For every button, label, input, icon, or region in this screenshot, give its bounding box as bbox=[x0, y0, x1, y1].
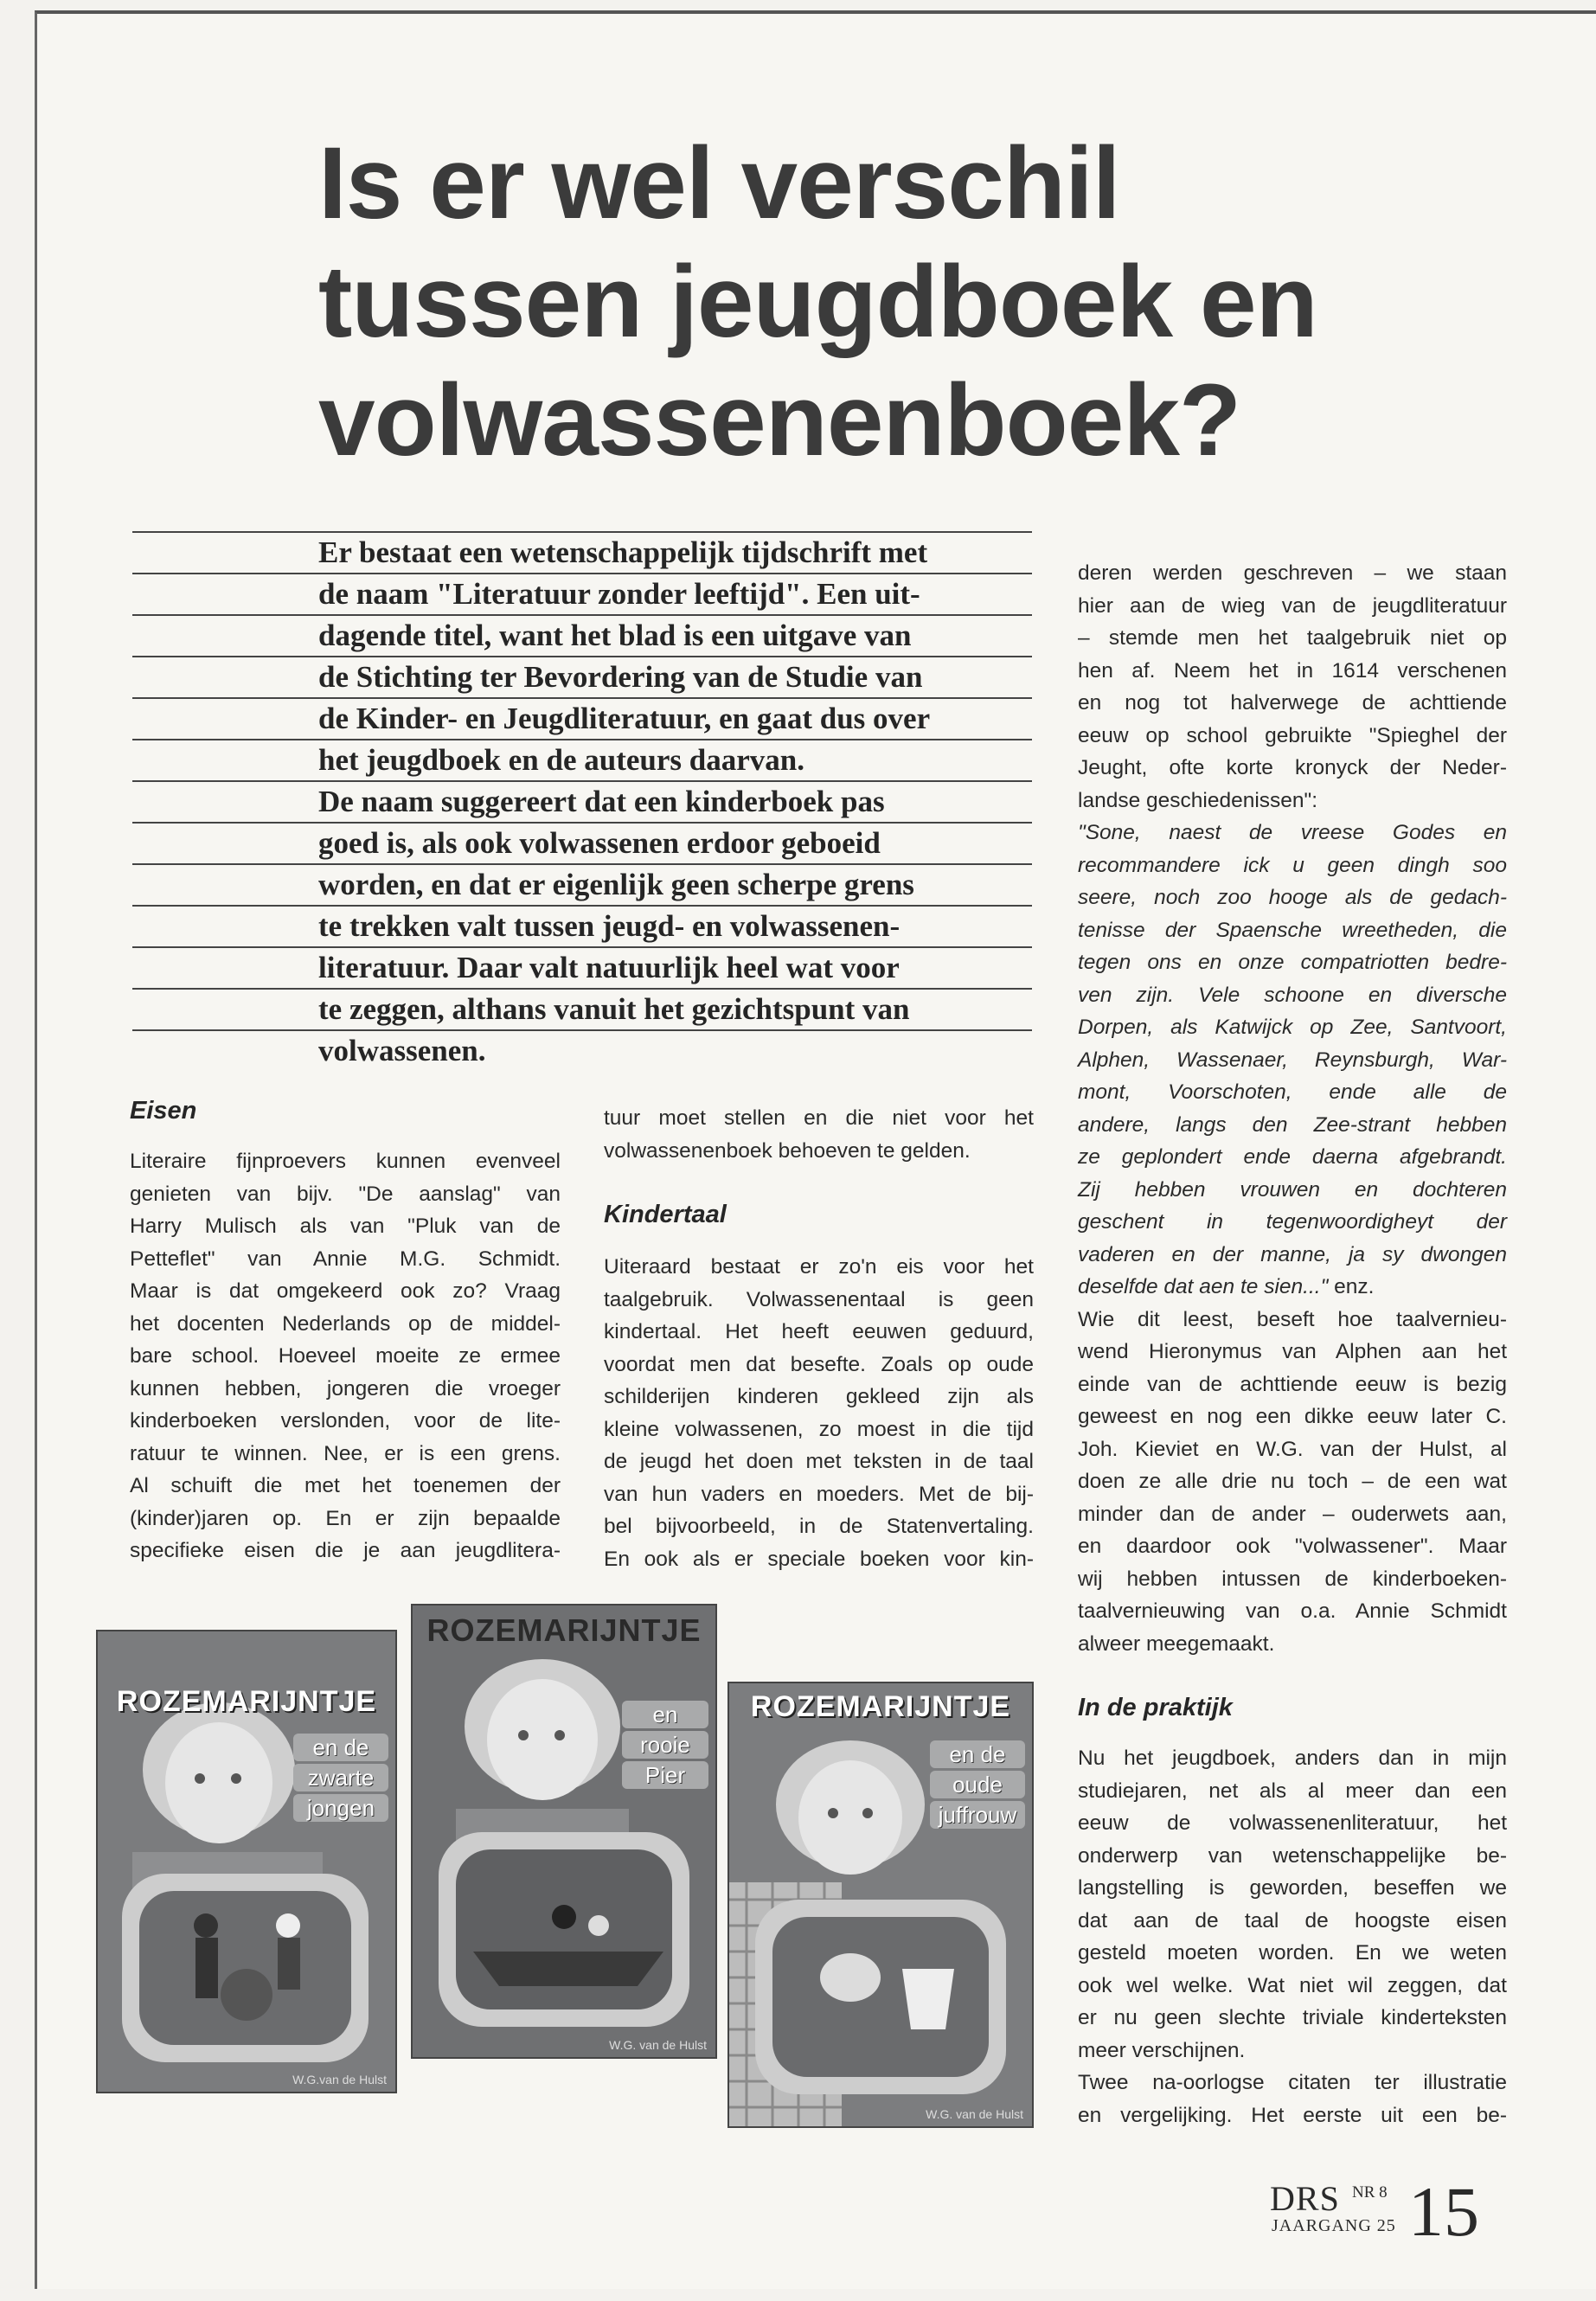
column-3-practice bbox=[1078, 1742, 1507, 2131]
column-2-body bbox=[604, 1251, 1034, 1575]
text-line: landse geschiedenissen": bbox=[1078, 788, 1318, 812]
text-line: meer verschijnen. bbox=[1078, 2038, 1246, 2062]
magazine-page bbox=[35, 10, 1596, 2289]
column-1-body bbox=[130, 1145, 561, 1567]
text-line: studiejaren, net als al meer dan een bbox=[1078, 1779, 1507, 1803]
book-cover-2 bbox=[411, 1604, 717, 2059]
text-line: bel bijvoorbeeld, in de Statenvertaling. bbox=[604, 1515, 1034, 1538]
title-line: Is er wel verschil bbox=[318, 126, 1120, 240]
text-line: Jeught, ofte korte kronyck der Neder- bbox=[1078, 756, 1507, 779]
volume-label: JAARGANG 25 bbox=[1272, 2216, 1396, 2235]
intro-line: de naam "Literatuur zonder leeftijd". Een uit- bbox=[132, 573, 1032, 614]
section-heading-kindertaal: Kindertaal bbox=[604, 1201, 727, 1228]
text-line: ratuur te winnen. Nee, er is een grens. bbox=[130, 1441, 561, 1465]
intro-lead bbox=[132, 531, 1032, 1071]
cover-illustration bbox=[413, 1606, 715, 2057]
text-line: Joh. Kieviet en W.G. van der Hulst, al bbox=[1078, 1437, 1507, 1461]
text-line: Literaire fijnproevers kunnen evenveel bbox=[130, 1150, 561, 1173]
text-line: wij hebben intussen de kinderboeken- bbox=[1078, 1567, 1507, 1591]
section-heading-eisen: Eisen bbox=[130, 1097, 197, 1125]
text-line: – stemde men het taalgebruik niet op bbox=[1078, 626, 1507, 650]
intro-line: De naam suggereert dat een kinderboek pas bbox=[132, 780, 1032, 822]
intro-line: de Stichting ter Bevordering van de Studie van bbox=[132, 656, 1032, 697]
text-line: schilderijen kinderen gekleed zijn als bbox=[604, 1385, 1034, 1408]
text-line: doen ze alle drie nu toch – de een wat bbox=[1078, 1470, 1507, 1493]
text-line: de jeugd het doen met teksten in de taal bbox=[604, 1450, 1034, 1473]
text-line: bare school. Hoeveel moeite ze ermee bbox=[130, 1344, 561, 1368]
intro-line: worden, en dat er eigenlijk geen scherpe grens bbox=[132, 863, 1032, 905]
column-3 bbox=[1078, 557, 1507, 2131]
text-line: geweest en nog een dikke eeuw later C. bbox=[1078, 1405, 1507, 1428]
text-line: geschent in tegenwoordigheyt der bbox=[1078, 1210, 1507, 1234]
text-line: andere, langs den Zee-strant hebben bbox=[1078, 1112, 1507, 1137]
cover-subtitle: en rooie Pier bbox=[622, 1701, 708, 1791]
book-cover-1 bbox=[96, 1630, 397, 2093]
text-line: hen af. Neem het in 1614 verschenen bbox=[1078, 658, 1507, 683]
spieghel-quote bbox=[1078, 817, 1507, 1271]
page-footer bbox=[1270, 2172, 1529, 2251]
text-line: Twee na-oorlogse citaten ter illustratie bbox=[1078, 2071, 1507, 2094]
text-line: tegen ons en onze compatriotten bedre- bbox=[1078, 951, 1507, 974]
intro-line: literatuur. Daar valt natuurlijk heel wat voor bbox=[132, 946, 1032, 988]
text-line: eeuw de volwassenenliteratuur, het bbox=[1078, 1811, 1507, 1835]
text-line: hier aan de wieg van de jeugdliteratuur bbox=[1078, 593, 1507, 618]
text-line: tenisse der Spaensche wreetheden, die bbox=[1078, 918, 1507, 942]
section-heading-in-de-praktijk: In de praktijk bbox=[1078, 1694, 1233, 1721]
magazine-name: DRS bbox=[1270, 2179, 1340, 2218]
cover-title: ROZEMARIJNTJE bbox=[750, 1690, 1011, 1723]
text-line: kinderboeken verslonden, voor de lite- bbox=[130, 1409, 561, 1433]
text-line: tuur moet stellen en die niet voor het bbox=[604, 1106, 1034, 1130]
column-2-continuation bbox=[604, 1102, 1034, 1167]
text-line: gesteld moeten worden. En we weten bbox=[1078, 1941, 1507, 1965]
text-line: volwassenenboek behoeven te gelden. bbox=[604, 1138, 971, 1163]
text-line: kindertaal. Het heeft eeuwen geduurd, bbox=[604, 1320, 1034, 1343]
text-line: voordat men dat besefte. Zoals op oude bbox=[604, 1352, 1034, 1376]
text-line: recommandere ick u geen dingh soo bbox=[1078, 853, 1507, 877]
text-line: Maar is dat omgekeerd ook zo? Vraag bbox=[130, 1279, 561, 1303]
title-line: volwassenenboek? bbox=[318, 363, 1241, 478]
cover-subtitle: en de oude juffrouw bbox=[930, 1740, 1025, 1831]
intro-line: volwassenen. bbox=[132, 1029, 1032, 1071]
article-title bbox=[318, 125, 1443, 480]
text-line: minder dan de ander – ouderwets aan, bbox=[1078, 1502, 1507, 1526]
title-line: tussen jeugdboek en bbox=[318, 245, 1317, 359]
cover-title: ROZEMARIJNTJE bbox=[426, 1612, 702, 1648]
text-line: Harry Mulisch als van "Pluk van de bbox=[130, 1215, 561, 1238]
text-line: Petteflet" van Annie M.G. Schmidt. bbox=[130, 1247, 561, 1271]
text-line: Zij hebben vrouwen en dochteren bbox=[1078, 1177, 1507, 1202]
text-line: er nu geen slechte triviale kinderteksten bbox=[1078, 2006, 1507, 2029]
text-line: specifieke eisen die je aan jeugdlitera- bbox=[130, 1539, 561, 1562]
intro-line: te trekken valt tussen jeugd- en volwassenen- bbox=[132, 905, 1032, 946]
book-cover-3 bbox=[727, 1682, 1034, 2128]
text-line: Uiteraard bestaat er zo'n eis voor het bbox=[604, 1255, 1034, 1279]
text-line: deren werden geschreven – we staan bbox=[1078, 561, 1507, 585]
text-line: en vergelijking. Het eerste uit een be- bbox=[1078, 2103, 1507, 2127]
intro-line: te zeggen, althans vanuit het gezichtspunt van bbox=[132, 988, 1032, 1029]
issue-number: NR 8 bbox=[1352, 2183, 1388, 2202]
cover-author: W.G. van de Hulst bbox=[609, 2038, 707, 2052]
text-line: seere, noch zoo hooge als de gedach- bbox=[1078, 886, 1507, 909]
text-line: dat aan de taal de hoogste eisen bbox=[1078, 1908, 1507, 1932]
text-line: einde van de achttiende eeuw is bezig bbox=[1078, 1372, 1507, 1396]
text-line: en nog tot halverwege de achttiende bbox=[1078, 691, 1507, 715]
text-line: Alphen, Wassenaer, Reynsburgh, War- bbox=[1078, 1048, 1507, 1072]
column-3-body bbox=[1078, 1304, 1507, 1661]
text-line: Dorpen, als Katwijck op Zee, Santvoort, bbox=[1078, 1016, 1507, 1039]
text-line: onderwerp van wetenschappelijke be- bbox=[1078, 1843, 1507, 1868]
text-line: alweer meegemaakt. bbox=[1078, 1631, 1275, 1656]
text-line: het docenten Nederlands op de middel- bbox=[130, 1311, 561, 1336]
text-line: Al schuift die met het toenemen der bbox=[130, 1474, 561, 1497]
text-line: taalvernieuwing van o.a. Annie Schmidt bbox=[1078, 1599, 1507, 1623]
cover-subtitle: en de zwarte jongen bbox=[293, 1734, 388, 1824]
text-line: wend Hieronymus van Alphen aan het bbox=[1078, 1340, 1507, 1363]
column-2 bbox=[604, 1102, 1034, 1575]
intro-line: de Kinder- en Jeugdliteratuur, en gaat dus over bbox=[132, 697, 1032, 739]
text-line: eeuw op school gebruikte "Spieghel der bbox=[1078, 723, 1507, 747]
intro-line: goed is, als ook volwassenen erdoor geboeid bbox=[132, 822, 1032, 863]
text-line: (kinder)jaren op. En er zijn bepaalde bbox=[130, 1506, 561, 1530]
text-line: En ook als er speciale boeken voor kin- bbox=[604, 1547, 1034, 1571]
column-3-intro bbox=[1078, 557, 1507, 817]
text-line: van hun vaders en moeders. Met de bij- bbox=[604, 1482, 1034, 1506]
text-line: "Sone, naest de vreese Godes en bbox=[1078, 821, 1507, 844]
cover-title: ROZEMARIJNTJE bbox=[116, 1685, 377, 1718]
column-1 bbox=[130, 1093, 561, 1567]
text-line: vaderen en der manne, ja sy dwongen bbox=[1078, 1242, 1507, 1266]
text-line: taalgebruik. Volwassenentaal is geen bbox=[604, 1287, 1034, 1311]
text-line: genieten van bijv. "De aanslag" van bbox=[130, 1182, 561, 1206]
text-line: en daardoor ook "volwassener". Maar bbox=[1078, 1535, 1507, 1558]
intro-line: Er bestaat een wetenschappelijk tijdschrift met bbox=[132, 531, 1032, 573]
text-line: ook wel welke. Wat niet wil zeggen, dat bbox=[1078, 1973, 1507, 1997]
text-line: kunnen hebben, jongeren die vroeger bbox=[130, 1376, 561, 1400]
intro-line: het jeugdboek en de auteurs daarvan. bbox=[132, 739, 1032, 780]
text-line: Nu het jeugdboek, anders dan in mijn bbox=[1078, 1747, 1507, 1770]
text-line: ven zijn. Vele schoone en diversche bbox=[1078, 983, 1507, 1007]
text-line: ze geplondert ende daerna afgebrandt. bbox=[1078, 1145, 1507, 1169]
text-line: Wie dit leest, beseft hoe taalvernieu- bbox=[1078, 1307, 1507, 1331]
cover-author: W.G.van de Hulst bbox=[292, 2073, 387, 2086]
text-line: mont, Voorschoten, ende alle de bbox=[1078, 1080, 1507, 1104]
quote-end-line: deselfde dat aen te sien..." enz. bbox=[1078, 1275, 1375, 1298]
cover-author: W.G. van de Hulst bbox=[926, 2107, 1023, 2121]
intro-line: dagende titel, want het blad is een uitgave van bbox=[132, 614, 1032, 656]
text-line: kleine volwassenen, zo moest in die tijd bbox=[604, 1417, 1034, 1441]
page-number: 15 bbox=[1408, 2172, 1479, 2251]
text-line: langstelling is geworden, beseffen we bbox=[1078, 1876, 1507, 1900]
